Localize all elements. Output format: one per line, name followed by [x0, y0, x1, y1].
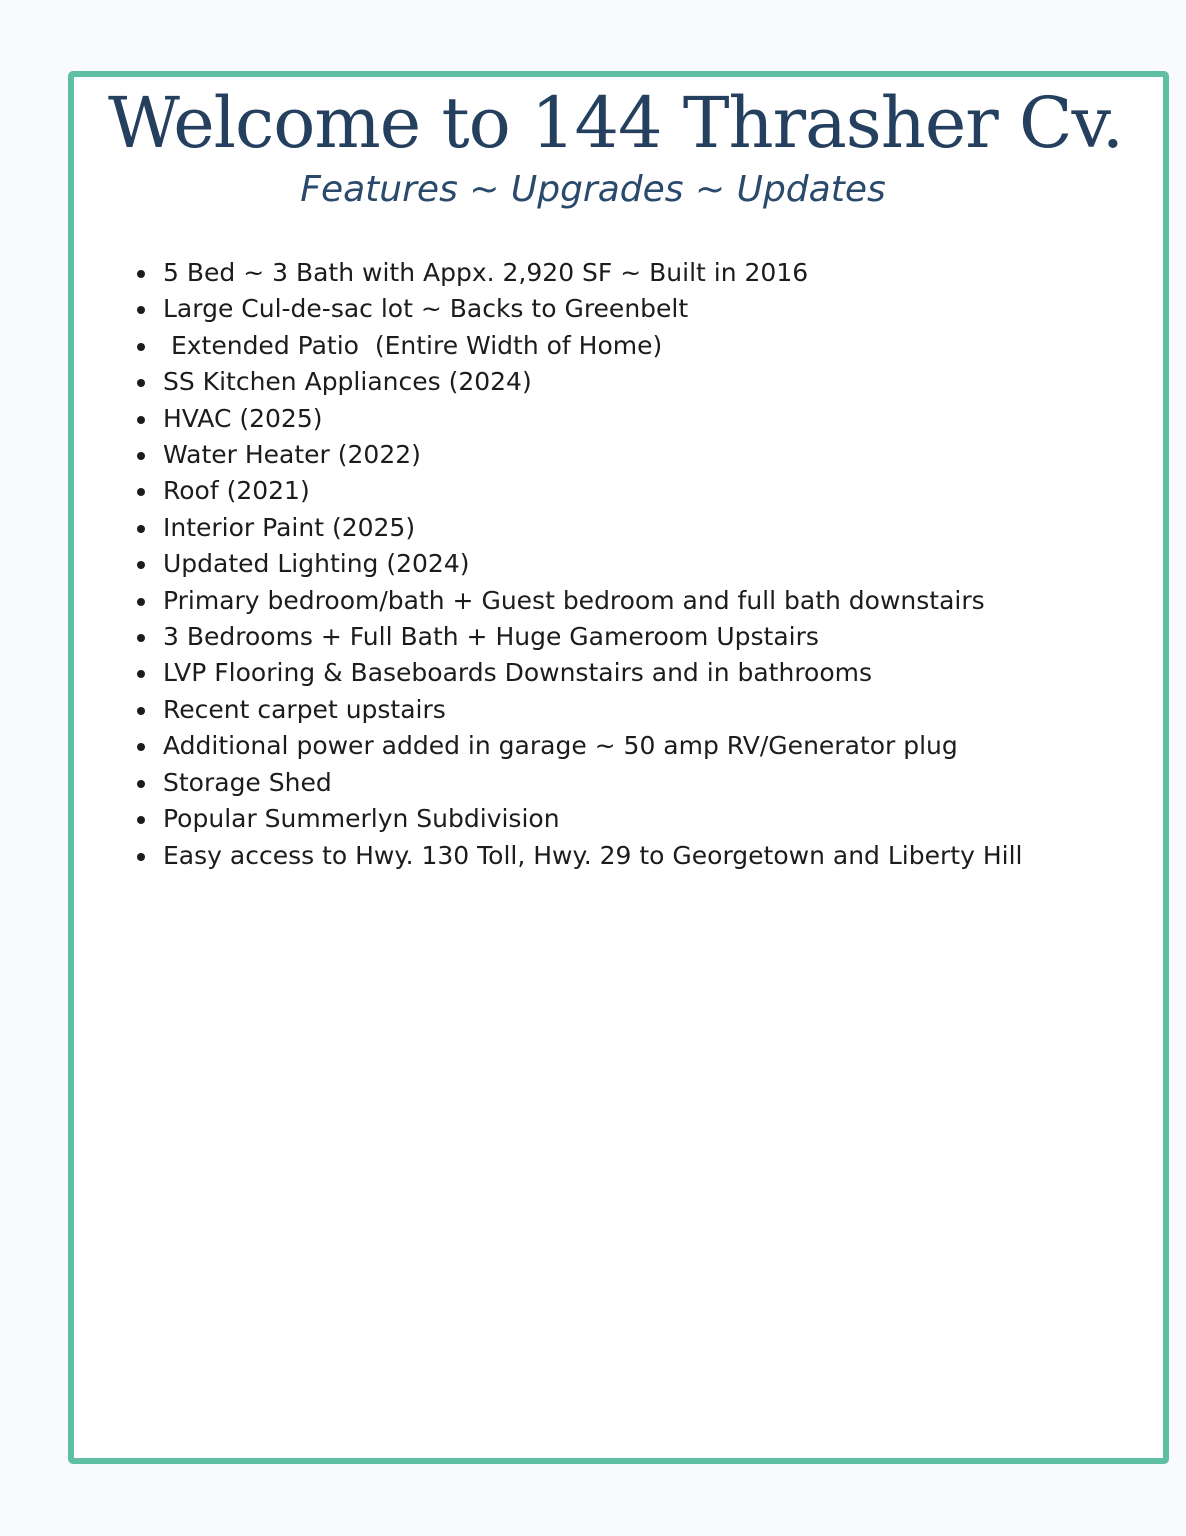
list-item	[134, 583, 1022, 619]
list-item	[134, 291, 1022, 327]
list-item-text: Roof (2021)	[163, 476, 310, 506]
list-item	[134, 510, 1022, 546]
features-list	[134, 255, 1022, 874]
list-item	[134, 619, 1022, 655]
bullet-icon	[137, 670, 145, 678]
list-item	[134, 692, 1022, 728]
list-item	[134, 838, 1022, 874]
list-item	[134, 546, 1022, 582]
bullet-icon	[137, 379, 145, 387]
bullet-icon	[137, 270, 145, 278]
list-item	[134, 401, 1022, 437]
list-item	[134, 473, 1022, 509]
list-item	[134, 364, 1022, 400]
list-item	[134, 728, 1022, 764]
list-item-text: Interior Paint (2025)	[163, 512, 416, 542]
bullet-icon	[137, 416, 145, 424]
list-item-text: Popular Summerlyn Subdivision	[163, 804, 560, 834]
list-item	[134, 655, 1022, 691]
list-item-text: Primary bedroom/bath + Guest bedroom and full bath downstairs	[163, 585, 985, 615]
bullet-icon	[137, 598, 145, 606]
list-item-text: Large Cul-de-sac lot ~ Backs to Greenbelt	[163, 294, 689, 324]
list-item-text: 5 Bed ~ 3 Bath with Appx. 2,920 SF ~ Built in 2016	[163, 258, 809, 287]
bullet-icon	[137, 488, 145, 496]
list-item-text: HVAC (2025)	[163, 403, 323, 433]
list-item-text: Additional power added in garage ~ 50 amp RV/Generator plug	[163, 731, 958, 761]
list-item-text: Storage Shed	[163, 767, 332, 797]
bullet-icon	[137, 707, 145, 715]
list-item-text: 3 Bedrooms + Full Bath + Huge Gameroom Upstairs	[163, 622, 819, 652]
page-title: Welcome to 144 Thrasher Cv.	[108, 82, 1124, 164]
bullet-icon	[137, 816, 145, 824]
list-item-text: Water Heater (2022)	[163, 440, 421, 470]
list-item	[134, 765, 1022, 801]
list-item	[134, 437, 1022, 473]
list-item	[134, 801, 1022, 837]
list-item-text: Updated Lighting (2024)	[163, 549, 470, 579]
list-item-text: Easy access to Hwy. 130 Toll, Hwy. 29 to Georgetown and Liberty Hill	[163, 840, 1023, 870]
bullet-icon	[137, 853, 145, 861]
list-item-text: SS Kitchen Appliances (2024)	[163, 367, 532, 397]
bullet-icon	[137, 743, 145, 751]
list-item	[134, 328, 1022, 364]
bullet-icon	[137, 561, 145, 569]
bullet-icon	[137, 634, 145, 642]
bullet-icon	[137, 343, 145, 351]
bullet-icon	[137, 452, 145, 460]
list-item	[134, 255, 1022, 291]
list-item-text: Recent carpet upstairs	[163, 694, 446, 724]
page-subtitle: Features ~ Upgrades ~ Updates	[300, 169, 886, 210]
bullet-icon	[137, 306, 145, 314]
bullet-icon	[137, 780, 145, 788]
list-item-text: Extended Patio (Entire Width of Home)	[163, 330, 663, 360]
list-item-text: LVP Flooring & Baseboards Downstairs and in bathrooms	[163, 658, 873, 688]
bullet-icon	[137, 525, 145, 533]
